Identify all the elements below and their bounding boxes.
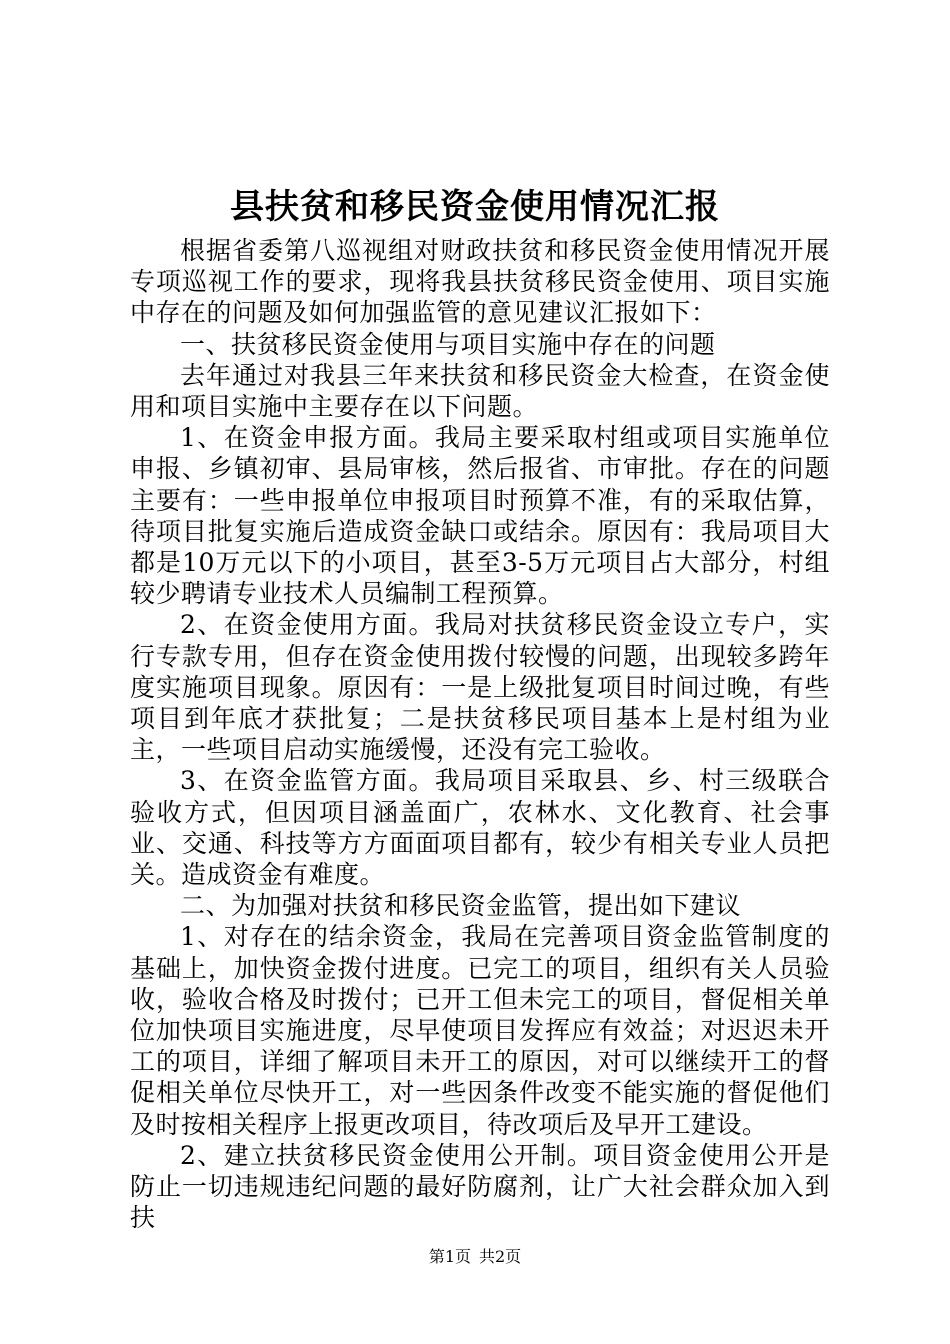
paragraph-overview: 去年通过对我县三年来扶贫和移民资金大检查，在资金使用和项目实施中主要存在以下问题。 xyxy=(130,360,830,422)
section-heading-problems: 一、扶贫移民资金使用与项目实施中存在的问题 xyxy=(180,329,716,359)
page-footer xyxy=(0,1245,950,1269)
page-total: 共2页 xyxy=(479,1247,522,1266)
paragraph-suggestion-2: 2、建立扶贫移民资金使用公开制。项目资金使用公开是防止一切违规违纪问题的最好防腐剂，让广大社会群众加入到扶 xyxy=(130,1140,830,1233)
paragraph-problem-2: 2、在资金使用方面。我局对扶贫移民资金设立专户，实行专款专用，但存在资金使用拨付较慢的问题，出现较多跨年度实施项目现象。原因有：一是上级批复项目时间过晚，有些项目到年底才获批复；二是扶贫移民项目基本上是村组为业主，一些项目启动实施缓慢，还没有完工验收。 xyxy=(130,610,830,765)
paragraph-suggestion-1: 1、对存在的结余资金，我局在完善项目资金监管制度的基础上，加快资金拨付进度。已完工的项目，组织有关人员验收，验收合格及时拨付；已开工但未完工的项目，督促相关单位加快项目实施进度，尽早使项目发挥应有效益；对迟迟未开工的项目，详细了解项目未开工的原因，对可以继续开工的督促相关单位尽快开工，对一些因条件改变不能实施的督促他们及时按相关程序上报更改项目，待改项后及早开工建设。 xyxy=(130,922,830,1139)
section-heading-suggestions: 二、为加强对扶贫和移民资金监管，提出如下建议 xyxy=(180,891,742,921)
document-body xyxy=(130,235,830,1234)
document-title: 县扶贫和移民资金使用情况汇报 xyxy=(230,187,720,227)
page-number: 第1页 xyxy=(428,1247,471,1266)
paragraph-intro: 根据省委第八巡视组对财政扶贫和移民资金使用情况开展专项巡视工作的要求，现将我县扶贫移民资金使用、项目实施中存在的问题及如何加强监管的意见建议汇报如下： xyxy=(130,236,830,328)
paragraph-problem-1: 1、在资金申报方面。我局主要采取村组或项目实施单位申报、乡镇初审、县局审核，然后报省、市审批。存在的问题主要有：一些申报单位申报项目时预算不准，有的采取估算，待项目批复实施后造成资金缺口或结余。原因有：我局项目大都是10万元以下的小项目，甚至3-5万元项目占大部分，村组较少聘请专业技术人员编制工程预算。 xyxy=(130,423,830,609)
paragraph-problem-3: 3、在资金监管方面。我局项目采取县、乡、村三级联合验收方式，但因项目涵盖面广，农林水、文化教育、社会事业、交通、科技等方方面面项目都有，较少有相关专业人员把关。造成资金有难度。 xyxy=(130,766,830,890)
